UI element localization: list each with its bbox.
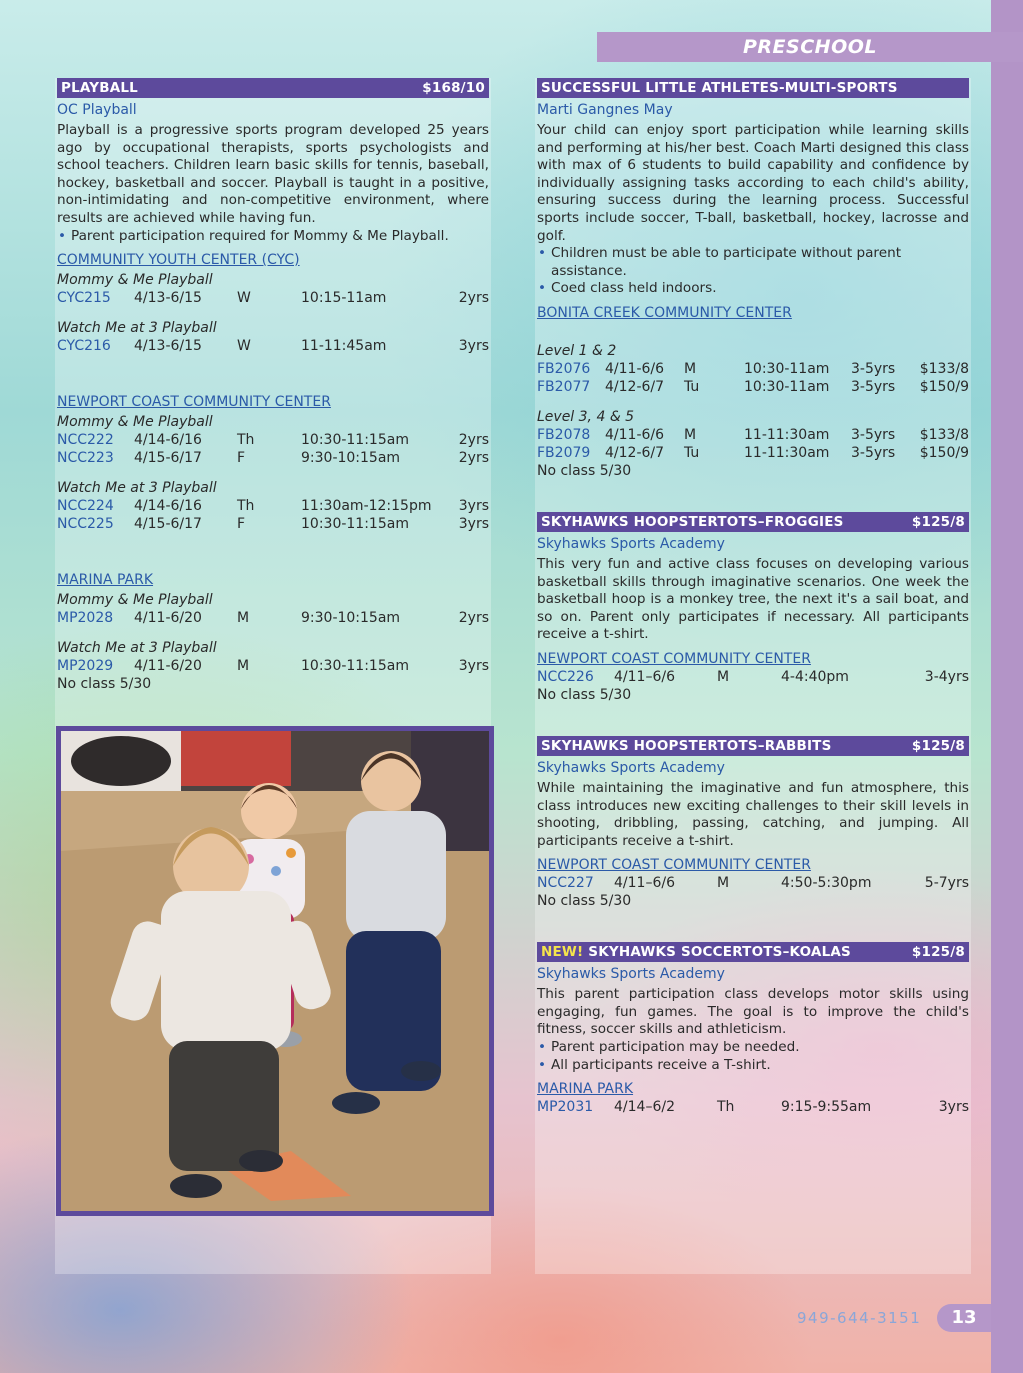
time: 11-11:30am [744,444,830,461]
class-title: SUCCESSFUL LITTLE ATHLETES-MULTI-SPORTS [541,80,898,96]
schedule-row [537,668,969,686]
schedule-row [57,449,489,467]
day: Th [717,1099,735,1116]
schedule-row [57,497,489,515]
schedule-row [537,874,969,892]
dates: 4/12-6/7 [605,444,665,461]
phone-number: 949-644-3151 [797,1309,922,1327]
location-link[interactable]: COMMUNITY YOUTH CENTER (CYC) [57,252,300,269]
price: $133/8 [919,426,969,443]
dates: 4/14-6/16 [134,432,202,449]
time: 9:30-10:15am [301,450,401,467]
group-label: Mommy & Me Playball [57,414,213,431]
age: 2yrs [458,610,489,627]
class-title: SKYHAWKS HOOPSTERTOTS–FROGGIES [541,513,844,530]
instructor: OC Playball [57,102,137,118]
location-link[interactable]: NEWPORT COAST COMMUNITY CENTER [537,650,811,667]
section-tab: PRESCHOOL [597,32,1023,62]
day: F [237,450,246,467]
instructor: Skyhawks Sports Academy [537,966,725,983]
day: M [684,360,697,377]
class-code[interactable]: MP2029 [57,658,114,675]
class-code[interactable]: FB2076 [537,360,591,377]
day: Th [237,498,255,515]
class-description: Your child can enjoy sport participation while learning skills and performing at his/her best. Coach Marti designed this class with max of 6 students to build capability and confidence by individually assigning tasks according to each child's ability, ensuring success during the learning process. Successful sports include soccer, T-ball, basketball, hockey, lacrosse and golf. [537,122,969,244]
schedule-row [57,337,489,355]
time: 9:30-10:15am [301,610,401,627]
photo-illustration [61,731,489,1211]
group-label: Level 1 & 2 [537,342,617,359]
price: $133/8 [919,360,969,377]
group-label: Watch Me at 3 Playball [57,320,217,337]
price: $150/9 [919,378,969,395]
age: 2yrs [458,450,489,467]
class-header-playball [57,78,489,98]
time: 10:30-11am [744,360,830,377]
time: 9:15-9:55am [781,1099,872,1116]
schedule-row [537,1098,969,1116]
dates: 4/11–6/6 [614,668,675,685]
time: 11-11:30am [744,426,830,443]
dates: 4/12-6/7 [605,378,665,395]
class-price: $125/8 [911,944,965,961]
age: 3yrs [458,338,489,355]
time: 10:30-11am [744,378,830,395]
instructor: Skyhawks Sports Academy [537,535,725,552]
time: 10:30-11:15am [301,658,409,675]
location-link[interactable]: NEWPORT COAST COMMUNITY CENTER [537,857,811,874]
bullet: • Coed class held indoors. [537,280,969,298]
dates: 4/13-6/15 [134,338,202,355]
dates: 4/11-6/6 [605,426,665,443]
schedule-row [537,444,969,462]
class-code[interactable]: NCC226 [537,668,594,685]
bullet: • Parent participation may be needed. [537,1039,969,1057]
schedule-row [57,515,489,533]
class-code[interactable]: FB2077 [537,378,591,395]
schedule-row [537,360,969,378]
age: 5-7yrs [924,875,969,892]
class-code[interactable]: CYC215 [57,290,111,307]
class-code[interactable]: CYC216 [57,338,111,355]
time: 11-11:45am [301,338,387,355]
schedule-row [57,431,489,449]
class-code[interactable]: NCC222 [57,432,114,449]
class-header-sla [537,78,969,98]
price: $150/9 [919,444,969,461]
group-label: Watch Me at 3 Playball [57,480,217,497]
class-description: This parent participation class develops motor skills using engaging, fun games. The goal is to improve the child's fitness, soccer skills and athleticism. [537,986,969,1038]
no-class-note: No class 5/30 [537,462,632,479]
day: W [237,290,251,307]
age: 3yrs [458,658,489,675]
dates: 4/11-6/6 [605,360,665,377]
group-label: Watch Me at 3 Playball [57,640,217,657]
day: W [237,338,251,355]
time: 10:15-11am [301,290,387,307]
class-title: PLAYBALL [61,80,138,96]
bullet: • Parent participation required for Mommy & Me Playball. [57,228,489,246]
class-description: This very fun and active class focuses on developing various basketball skills through imaginative scenarios. One week the basketball hoop is a monkey tree, the next it's a sail boat, and so on. Parent only participates if necessary. All participants receive a t-shirt. [537,555,969,643]
dates: 4/15-6/17 [134,516,202,533]
age: 3yrs [458,498,489,515]
time: 4:50-5:30pm [781,875,872,892]
dates: 4/14–6/2 [614,1099,675,1116]
page-number: 13 [937,1304,991,1332]
class-code[interactable]: NCC225 [57,516,114,533]
day: Tu [684,378,700,395]
day: M [717,668,730,685]
instructor: Skyhawks Sports Academy [537,759,725,776]
right-column [535,78,971,1274]
age: 3-5yrs [851,426,896,443]
class-code[interactable]: FB2078 [537,426,591,443]
schedule-row [57,289,489,307]
class-code[interactable]: MP2031 [537,1099,594,1116]
class-code[interactable]: NCC224 [57,498,114,515]
group-label: Mommy & Me Playball [57,272,213,289]
time: 10:30-11:15am [301,432,409,449]
dates: 4/15-6/17 [134,450,202,467]
age: 2yrs [458,432,489,449]
schedule-row [537,426,969,444]
dates: 4/13-6/15 [134,290,202,307]
class-title: SKYHAWKS SOCCERTOTS–KOALAS [588,944,851,961]
class-code[interactable]: NCC227 [537,875,594,892]
children-playing-photo [56,726,494,1216]
class-price: $125/8 [911,513,965,530]
group-label: Mommy & Me Playball [57,592,213,609]
dates: 4/14-6/16 [134,498,202,515]
dates: 4/11–6/6 [614,875,675,892]
page-edge-strip [991,0,1023,1373]
location-link[interactable]: MARINA PARK [537,1081,634,1098]
age: 3yrs [938,1099,969,1116]
class-code[interactable]: NCC223 [57,450,114,467]
time: 4-4:40pm [781,668,849,685]
day: M [237,658,250,675]
no-class-note: No class 5/30 [537,893,632,910]
class-header-rabbits [537,736,969,756]
day: M [717,875,730,892]
age: 3-5yrs [851,378,896,395]
day: Th [237,432,255,449]
dates: 4/11-6/20 [134,610,202,627]
location-link[interactable]: BONITA CREEK COMMUNITY CENTER [537,304,792,321]
time: 11:30am-12:15pm [301,498,432,515]
bullet: • Children must be able to participate without parent assistance. [537,245,969,280]
age: 3-5yrs [851,444,896,461]
schedule-row [537,378,969,396]
class-description: While maintaining the imaginative and fun atmosphere, this class introduces new exciting challenges to their skill levels in shooting, dribbling, passing, catching, and jumping. All participants receive a t-shirt. [537,779,969,849]
group-label: Level 3, 4 & 5 [537,408,635,425]
day: M [684,426,697,443]
class-code[interactable]: FB2079 [537,444,591,461]
schedule-row [57,657,489,675]
class-description: Playball is a progressive sports program developed 25 years ago by occupational therapists, sports psychologists and school teachers. Children learn basic skills for tennis, baseball, hockey, basketball and soccer. Playball is taught in a positive, non-intimidating and non-competitive environment, where results are achieved while having fun. [57,122,489,226]
class-code[interactable]: MP2028 [57,610,114,627]
age: 3yrs [458,516,489,533]
age: 3-4yrs [924,668,969,685]
class-price: $125/8 [911,737,965,754]
location-link[interactable]: MARINA PARK [57,572,154,589]
day: M [237,610,250,627]
location-link[interactable]: NEWPORT COAST COMMUNITY CENTER [57,394,331,411]
no-class-note: No class 5/30 [57,676,152,693]
age: 2yrs [458,290,489,307]
age: 3-5yrs [851,360,896,377]
bullet: • All participants receive a T-shirt. [537,1057,969,1075]
class-header-koalas [537,942,969,962]
no-class-note: No class 5/30 [537,686,632,703]
dates: 4/11-6/20 [134,658,202,675]
new-tag: NEW! [541,944,584,961]
class-price: $168/10 [422,80,485,96]
class-title: SKYHAWKS HOOPSTERTOTS–RABBITS [541,737,832,754]
time: 10:30-11:15am [301,516,409,533]
day: F [237,516,246,533]
instructor: Marti Gangnes May [537,102,673,118]
schedule-row [57,609,489,627]
day: Tu [684,444,700,461]
class-header-froggies [537,512,969,532]
